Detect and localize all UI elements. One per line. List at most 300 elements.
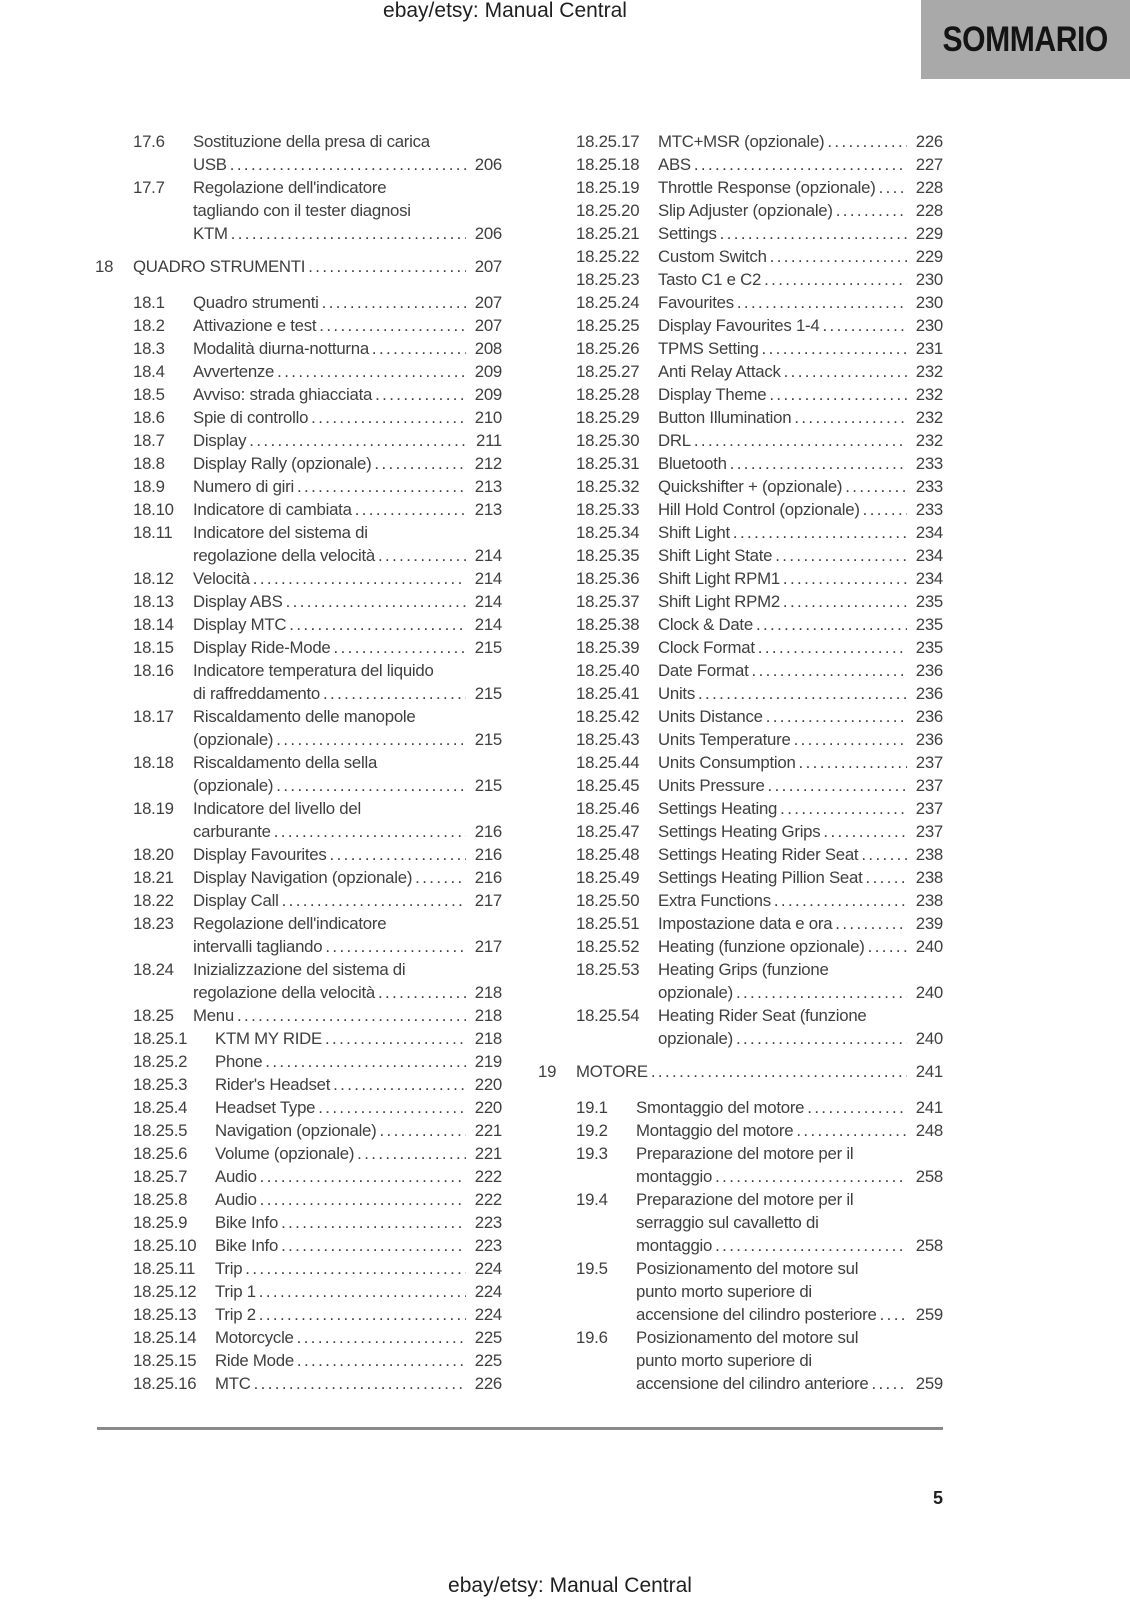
toc-entry-number: 18.10	[133, 500, 174, 519]
toc-entry[interactable]	[576, 337, 943, 360]
toc-entry[interactable]	[133, 912, 502, 958]
toc-entry[interactable]	[133, 797, 502, 843]
toc-entry[interactable]	[576, 912, 943, 935]
toc-entry-tail	[193, 360, 502, 383]
toc-entry[interactable]	[133, 1211, 502, 1234]
toc-entry-body	[193, 843, 502, 866]
toc-dot-leader	[378, 981, 466, 1004]
toc-entry-title: Display MTC	[193, 615, 287, 634]
toc-dot-leader	[282, 889, 466, 912]
toc-entry-body	[193, 912, 502, 958]
toc-entry-title: KTM	[193, 224, 228, 243]
toc-entry-number: 18.25.19	[576, 178, 640, 197]
toc-entry-number: 18.25.3	[133, 1075, 188, 1094]
toc-entry-body	[658, 889, 943, 912]
toc-entry-tail	[636, 1119, 943, 1142]
toc-dot-leader	[756, 613, 907, 636]
toc-entry-tail	[193, 636, 502, 659]
toc-entry-number: 18.25.26	[576, 339, 640, 358]
toc-entry-page: 215	[474, 684, 502, 703]
toc-dot-leader	[863, 498, 907, 521]
toc-entry[interactable]	[133, 613, 502, 636]
toc-entry[interactable]	[576, 291, 943, 314]
toc-entry-body	[215, 1326, 502, 1349]
toc-entry-number: 18.25.24	[576, 293, 640, 312]
toc-entry-page: 232	[915, 362, 943, 381]
toc-entry-number: 18.25.21	[576, 224, 640, 243]
toc-entry-title: Units Temperature	[658, 730, 791, 749]
toc-entry[interactable]	[576, 268, 943, 291]
toc-entry-body	[215, 1303, 502, 1326]
toc-entry-body	[658, 774, 943, 797]
toc-dot-leader	[766, 705, 907, 728]
toc-entry-title: intervalli tagliando	[193, 937, 323, 956]
toc-entry-number: 18.25.35	[576, 546, 640, 565]
toc-dot-leader	[783, 590, 907, 613]
toc-entry[interactable]	[133, 176, 502, 245]
toc-dot-leader	[334, 636, 466, 659]
toc-entry-title-line: Inizializzazione del sistema di	[193, 960, 406, 979]
toc-entry[interactable]	[576, 1188, 943, 1257]
toc-dot-leader	[379, 1119, 465, 1142]
toc-entry-title: Quickshifter + (opzionale)	[658, 477, 843, 496]
toc-entry-tail	[193, 728, 502, 751]
toc-entry[interactable]	[133, 1326, 502, 1349]
toc-entry-number: 18.25.45	[576, 776, 640, 795]
toc-dot-leader	[245, 1257, 465, 1280]
toc-entry[interactable]	[133, 1257, 502, 1280]
toc-entry[interactable]	[133, 843, 502, 866]
toc-entry-number: 18.21	[133, 868, 174, 887]
toc-entry[interactable]	[576, 843, 943, 866]
toc-entry-tail	[658, 544, 943, 567]
toc-entry-body	[658, 337, 943, 360]
toc-entry-title: Display Navigation (opzionale)	[193, 868, 413, 887]
toc-entry-number: 19	[538, 1062, 557, 1081]
toc-entry-page: 217	[474, 891, 502, 910]
toc-entry[interactable]	[133, 291, 502, 314]
toc-entry-tail	[658, 452, 943, 475]
toc-entry-page: 235	[915, 592, 943, 611]
toc-dot-leader	[794, 728, 907, 751]
toc-entry-number: 19.1	[576, 1098, 608, 1117]
toc-dot-leader	[774, 889, 907, 912]
toc-entry[interactable]	[133, 383, 502, 406]
toc-entry[interactable]	[576, 590, 943, 613]
toc-entry-title: Attivazione e test	[193, 316, 317, 335]
toc-entry-number: 18.25.28	[576, 385, 640, 404]
toc-entry-body	[215, 1211, 502, 1234]
toc-dot-leader	[378, 544, 466, 567]
toc-entry-body	[215, 1280, 502, 1303]
toc-entry-body	[193, 498, 502, 521]
toc-entry-number: 18.25.41	[576, 684, 640, 703]
toc-entry[interactable]	[133, 1188, 502, 1211]
toc-entry[interactable]	[95, 255, 502, 278]
toc-entry-title: Shift Light	[658, 523, 730, 542]
toc-entry[interactable]	[576, 659, 943, 682]
toc-entry-title: Anti Relay Attack	[658, 362, 781, 381]
toc-dot-leader	[871, 1372, 906, 1395]
toc-entry-number: 18.2	[133, 316, 165, 335]
toc-entry-number: 18.25.47	[576, 822, 640, 841]
toc-entry[interactable]	[576, 199, 943, 222]
toc-entry-body	[215, 1165, 502, 1188]
toc-dot-leader	[784, 360, 907, 383]
toc-entry-body	[193, 360, 502, 383]
sommario-banner	[921, 0, 1130, 79]
toc-entry-page: 208	[474, 339, 502, 358]
toc-entry-tail	[193, 314, 502, 337]
toc-entry-page: 207	[474, 316, 502, 335]
toc-entry[interactable]	[576, 153, 943, 176]
toc-entry-number: 18.25.18	[576, 155, 640, 174]
toc-dot-leader	[374, 452, 465, 475]
toc-entry-title: Display Favourites 1-4	[658, 316, 820, 335]
toc-entry-number: 18.25.30	[576, 431, 640, 450]
toc-entry-tail	[658, 866, 943, 889]
toc-entry-tail	[636, 1303, 943, 1326]
toc-entry-tail	[193, 383, 502, 406]
toc-entry-tail	[193, 498, 502, 521]
toc-entry[interactable]	[133, 1280, 502, 1303]
toc-entry-title-line: Heating Grips (funzione	[658, 960, 829, 979]
toc-entry-title: Display Theme	[658, 385, 767, 404]
toc-entry-page: 225	[474, 1351, 502, 1370]
toc-entry-body	[576, 1060, 943, 1083]
toc-entry-title: Button Illumination	[658, 408, 792, 427]
toc-entry[interactable]	[576, 613, 943, 636]
toc-entry-title: carburante	[193, 822, 271, 841]
toc-entry[interactable]	[576, 1004, 943, 1050]
toc-entry-tail	[658, 613, 943, 636]
toc-entry-tail	[658, 590, 943, 613]
toc-entry-tail	[193, 222, 502, 245]
toc-entry[interactable]	[576, 245, 943, 268]
toc-entry[interactable]	[576, 1142, 943, 1188]
toc-entry-tail	[658, 429, 943, 452]
toc-entry-number: 18.23	[133, 914, 174, 933]
toc-entry-body	[658, 728, 943, 751]
toc-entry-title: Slip Adjuster (opzionale)	[658, 201, 833, 220]
toc-entry-body	[193, 176, 502, 245]
toc-entry-number: 18.25.6	[133, 1144, 188, 1163]
toc-dot-leader	[281, 1211, 466, 1234]
toc-entry-tail	[576, 1060, 943, 1083]
toc-entry-number: 18.13	[133, 592, 174, 611]
toc-entry-title: opzionale)	[658, 983, 733, 1002]
toc-entry-number: 18.3	[133, 339, 165, 358]
toc-entry-tail	[658, 636, 943, 659]
toc-entry-page: 215	[474, 776, 502, 795]
toc-entry-page: 232	[915, 408, 943, 427]
toc-entry-page: 227	[915, 155, 943, 174]
toc-entry[interactable]	[576, 774, 943, 797]
toc-entry-number: 18.25.38	[576, 615, 640, 634]
toc-entry[interactable]	[133, 1096, 502, 1119]
toc-entry[interactable]	[576, 222, 943, 245]
toc-entry-number: 18.25.22	[576, 247, 640, 266]
toc-dot-leader	[698, 682, 907, 705]
toc-entry[interactable]	[133, 452, 502, 475]
toc-entry-title: Heating (funzione opzionale)	[658, 937, 865, 956]
toc-dot-leader	[322, 291, 466, 314]
toc-entry-page: 216	[474, 845, 502, 864]
toc-entry[interactable]	[576, 452, 943, 475]
toc-entry-page: 238	[915, 845, 943, 864]
toc-entry-body	[193, 797, 502, 843]
toc-entry[interactable]	[133, 1303, 502, 1326]
toc-dot-leader	[737, 291, 907, 314]
toc-entry[interactable]	[576, 1119, 943, 1142]
toc-entry[interactable]	[133, 1142, 502, 1165]
toc-entry-body	[658, 475, 943, 498]
toc-entry-number: 18.25.27	[576, 362, 640, 381]
toc-entry-title: Clock & Date	[658, 615, 753, 634]
toc-entry-number: 18.18	[133, 753, 174, 772]
toc-entry-body	[193, 452, 502, 475]
toc-entry-title: MTC+MSR (opzionale)	[658, 132, 825, 151]
toc-entry[interactable]	[133, 130, 502, 176]
toc-entry-number: 18.25.44	[576, 753, 640, 772]
toc-entry[interactable]	[576, 498, 943, 521]
toc-entry-page: 237	[915, 822, 943, 841]
toc-entry-body	[193, 590, 502, 613]
toc-entry-title: DRL	[658, 431, 691, 450]
toc-entry-page: 230	[915, 270, 943, 289]
toc-entry[interactable]	[576, 475, 943, 498]
toc-entry[interactable]	[576, 797, 943, 820]
toc-entry-number: 18.25	[133, 1006, 174, 1025]
toc-entry-body	[193, 751, 502, 797]
toc-entry-page: 218	[474, 1006, 502, 1025]
toc-entry[interactable]	[576, 360, 943, 383]
toc-entry-title: Shift Light RPM1	[658, 569, 780, 588]
toc-entry-title: montaggio	[636, 1167, 713, 1186]
toc-entry[interactable]	[133, 1027, 502, 1050]
toc-entry-title: Audio	[215, 1190, 257, 1209]
toc-entry[interactable]	[133, 1372, 502, 1395]
toc-entry-page: 211	[475, 431, 502, 450]
toc-entry-body	[658, 935, 943, 958]
toc-entry-page: 235	[915, 638, 943, 657]
toc-entry[interactable]	[576, 728, 943, 751]
toc-entry-page: 207	[474, 293, 502, 312]
toc-entry-tail	[636, 1165, 943, 1188]
toc-entry-number: 18.25.29	[576, 408, 640, 427]
toc-entry[interactable]	[576, 958, 943, 1004]
toc-entry-title: Settings Heating Grips	[658, 822, 821, 841]
toc-entry-number: 19.3	[576, 1144, 608, 1163]
toc-entry[interactable]	[133, 590, 502, 613]
toc-entry-tail	[658, 935, 943, 958]
toc-entry[interactable]	[133, 429, 502, 452]
toc-entry[interactable]	[133, 1165, 502, 1188]
toc-entry-body	[636, 1096, 943, 1119]
toc-entry[interactable]	[576, 521, 943, 544]
toc-entry-title-line: Heating Rider Seat (funzione	[658, 1006, 867, 1025]
toc-dot-leader	[866, 866, 907, 889]
toc-entry[interactable]	[133, 475, 502, 498]
toc-entry-number: 18.25.40	[576, 661, 640, 680]
toc-entry-body	[658, 199, 943, 222]
toc-entry[interactable]	[538, 1060, 943, 1083]
toc-entry-tail	[658, 498, 943, 521]
toc-entry-number: 18.17	[133, 707, 174, 726]
toc-entry[interactable]	[133, 1004, 502, 1027]
toc-entry-body	[193, 889, 502, 912]
toc-entry[interactable]	[133, 958, 502, 1004]
toc-entry[interactable]	[133, 636, 502, 659]
toc-entry-body	[636, 1257, 943, 1326]
toc-entry[interactable]	[576, 429, 943, 452]
toc-entry-tail	[193, 406, 502, 429]
toc-entry[interactable]	[133, 866, 502, 889]
toc-entry[interactable]	[576, 314, 943, 337]
toc-entry-title: MOTORE	[576, 1062, 648, 1081]
toc-entry[interactable]	[576, 682, 943, 705]
toc-entry-title-line: Riscaldamento della sella	[193, 753, 378, 772]
toc-entry[interactable]	[133, 1349, 502, 1372]
toc-entry[interactable]	[133, 521, 502, 567]
toc-entry[interactable]	[576, 866, 943, 889]
toc-entry-title: Phone	[215, 1052, 263, 1071]
toc-entry-tail	[215, 1096, 502, 1119]
toc-entry[interactable]	[133, 314, 502, 337]
toc-dot-leader	[880, 1303, 907, 1326]
toc-entry-title: Avviso: strada ghiacciata	[193, 385, 373, 404]
toc-entry-page: 236	[915, 730, 943, 749]
toc-entry[interactable]	[576, 1096, 943, 1119]
toc-dot-leader	[823, 820, 906, 843]
toc-entry-number: 18.25.33	[576, 500, 640, 519]
toc-entry[interactable]	[576, 935, 943, 958]
toc-entry-title: Headset Type	[215, 1098, 316, 1117]
toc-entry-body	[193, 567, 502, 590]
toc-entry-tail	[658, 705, 943, 728]
toc-entry-title: regolazione della velocità	[193, 546, 375, 565]
toc-dot-leader	[736, 1027, 907, 1050]
toc-entry[interactable]	[576, 751, 943, 774]
toc-entry-body	[133, 255, 502, 278]
toc-dot-leader	[289, 613, 465, 636]
toc-dot-leader	[323, 682, 466, 705]
toc-entry[interactable]	[133, 337, 502, 360]
toc-entry-page: 224	[474, 1282, 502, 1301]
toc-entry-number: 18.14	[133, 615, 174, 634]
toc-entry-tail	[658, 153, 943, 176]
toc-entry[interactable]	[133, 751, 502, 797]
toc-entry[interactable]	[133, 889, 502, 912]
toc-entry[interactable]	[133, 406, 502, 429]
toc-dot-leader	[879, 176, 907, 199]
toc-entry[interactable]	[133, 567, 502, 590]
toc-entry-page: 215	[474, 730, 502, 749]
toc-entry[interactable]	[576, 567, 943, 590]
toc-entry-number: 19.2	[576, 1121, 608, 1140]
toc-entry-number: 18.22	[133, 891, 174, 910]
toc-column-left	[95, 130, 502, 1395]
toc-entry-tail	[658, 130, 943, 153]
toc-entry[interactable]	[576, 544, 943, 567]
toc-entry-tail	[658, 843, 943, 866]
toc-entry[interactable]	[133, 360, 502, 383]
toc-entry-page: 259	[915, 1374, 943, 1393]
toc-dot-leader	[415, 866, 466, 889]
toc-entry-title: Custom Switch	[658, 247, 767, 266]
toc-dot-leader	[276, 774, 465, 797]
toc-entry-number: 18.25.39	[576, 638, 640, 657]
toc-entry[interactable]	[133, 1073, 502, 1096]
toc-entry-page: 228	[915, 201, 943, 220]
toc-dot-leader	[799, 751, 907, 774]
toc-entry-number: 19.6	[576, 1328, 608, 1347]
toc-entry-body	[658, 429, 943, 452]
toc-dot-leader	[836, 199, 907, 222]
toc-entry-tail	[636, 1096, 943, 1119]
toc-entry[interactable]	[576, 1257, 943, 1326]
toc-entry[interactable]	[576, 130, 943, 153]
toc-entry-page: 215	[474, 638, 502, 657]
toc-entry-number: 18.7	[133, 431, 165, 450]
toc-entry-page: 233	[915, 477, 943, 496]
toc-entry-tail	[193, 889, 502, 912]
toc-entry[interactable]	[133, 705, 502, 751]
toc-entry-body	[193, 429, 502, 452]
toc-entry[interactable]	[576, 889, 943, 912]
toc-entry-title: Tasto C1 e C2	[658, 270, 762, 289]
toc-entry[interactable]	[576, 705, 943, 728]
toc-entry[interactable]	[576, 176, 943, 199]
toc-entry-tail	[193, 544, 502, 567]
toc-entry[interactable]	[576, 636, 943, 659]
toc-entry-title-line: serraggio sul cavalletto di	[636, 1213, 819, 1232]
toc-entry[interactable]	[133, 1050, 502, 1073]
toc-entry[interactable]	[133, 659, 502, 705]
toc-entry[interactable]	[133, 1119, 502, 1142]
toc-entry[interactable]	[576, 406, 943, 429]
toc-entry-title: Smontaggio del motore	[636, 1098, 805, 1117]
toc-entry-body	[658, 567, 943, 590]
toc-entry-tail	[215, 1303, 502, 1326]
toc-dot-leader	[318, 1096, 466, 1119]
toc-dot-leader	[297, 1349, 466, 1372]
toc-entry-page: 220	[474, 1098, 502, 1117]
toc-entry[interactable]	[576, 383, 943, 406]
toc-entry-page: 209	[474, 362, 502, 381]
toc-entry-tail	[193, 452, 502, 475]
toc-entry[interactable]	[576, 1326, 943, 1395]
toc-entry-tail	[658, 728, 943, 751]
toc-entry-tail	[215, 1142, 502, 1165]
toc-entry-title: opzionale)	[658, 1029, 733, 1048]
toc-entry-title: Spie di controllo	[193, 408, 309, 427]
toc-dot-leader	[230, 153, 466, 176]
toc-entry-tail	[658, 981, 943, 1004]
toc-entry[interactable]	[576, 820, 943, 843]
toc-dot-leader	[764, 268, 907, 291]
toc-entry-page: 237	[915, 753, 943, 772]
toc-entry[interactable]	[133, 1234, 502, 1257]
toc-entry[interactable]	[133, 498, 502, 521]
toc-entry-tail	[636, 1234, 943, 1257]
toc-entry-body	[193, 866, 502, 889]
toc-entry-page: 248	[915, 1121, 943, 1140]
toc-entry-number: 18.11	[133, 523, 173, 542]
toc-entry-title: KTM MY RIDE	[215, 1029, 322, 1048]
toc-dot-leader	[259, 1303, 466, 1326]
toc-entry-body	[658, 682, 943, 705]
